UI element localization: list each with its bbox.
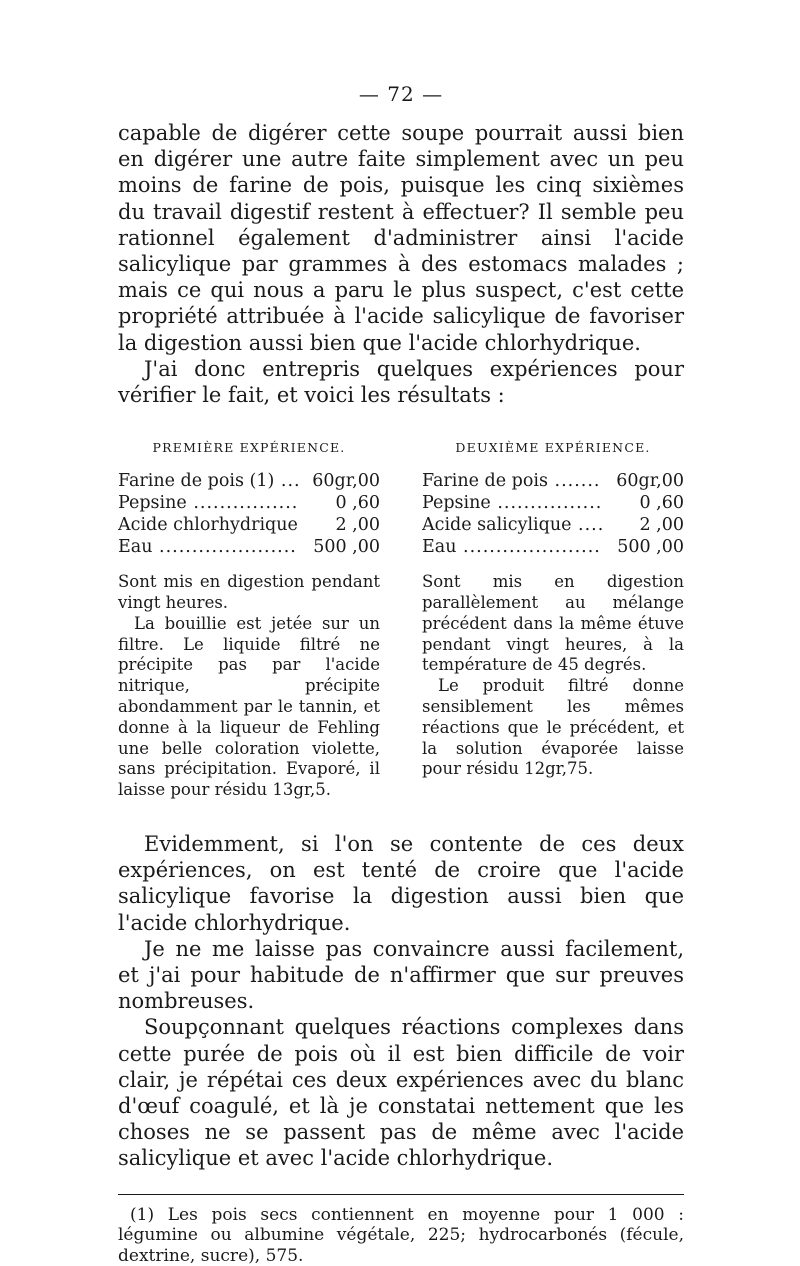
experiment-text: Sont mis en digestion pendant vingt heures. (118, 572, 380, 613)
paragraph-conclusion: Je ne me laisse pas convaincre aussi facilement, et j'ai pour habitude de n'affirmer que sur preuves nombreuses. (118, 936, 684, 1014)
recipe-line (118, 492, 380, 514)
recipe-quantity: 2 ,00 (335, 515, 380, 536)
footnote-divider (118, 1194, 684, 1195)
recipe-quantity: 60gr,00 (616, 471, 684, 492)
page-number: — 72 — (358, 82, 444, 106)
recipe-quantity: 2 ,00 (639, 515, 684, 536)
recipe-line (422, 514, 684, 536)
recipe-line (118, 536, 380, 558)
recipe-ingredient: Eau ..... (422, 536, 602, 558)
experiment-heading: DEUXIÈME EXPÉRIENCE. (455, 440, 651, 456)
paragraph-conclusion: Soupçonnant quelques réactions complexes dans cette purée de pois où il est bien difficile de voir clair, je répétai ces deux expériences avec du blanc d'œuf coagulé, et là je constatai nettement que les choses ne se passent pas de même avec l'acide salicylique et avec l'acide chlorhydrique. (118, 1015, 684, 1171)
recipe-quantity: 0 ,60 (639, 493, 684, 514)
recipe-line (118, 470, 380, 492)
recipe-line (422, 470, 684, 492)
recipe-ingredient: Pepsine ..... (118, 492, 298, 514)
experiment-text: Sont mis en digestion parallèlement au mélange précédent dans la même étuve pendant vingt heures, à la température de 45 degrés. (422, 572, 684, 675)
recipe-line (422, 536, 684, 558)
recipe-quantity: 500 ,00 (617, 537, 684, 558)
footnote: (1) Les pois secs contiennent en moyenne pour 1 000 : légumine ou albumine végétale, 225; hydrocarbonés (fécule, dextrine, sucre), 575. (118, 1204, 684, 1266)
page-body (118, 82, 684, 1266)
conclusion-block (118, 831, 684, 1172)
recipe-ingredient: Farine de pois ..... (422, 470, 602, 492)
paragraph-continuation: capable de digérer cette soupe pourrait aussi bien en digérer une autre faite simplement avec un peu moins de farine de pois, puisque les cinq sixièmes du travail digestif restent à effectuer? Il semble peu rationnel également d'administrer ainsi l'acide salicylique par grammes à des estomacs malades ; mais ce qui nous a paru le plus suspect, c'est cette propriété attribuée à l'acide salicylique de favoriser la digestion aussi bien que l'acide chlorhydrique. (118, 121, 684, 355)
experiment-first (118, 440, 380, 801)
experiment-text: Le produit filtré donne sensiblement les mêmes réactions que le précédent, et la solution évaporée laisse pour résidu 12gr,75. (422, 676, 684, 779)
recipe-line (422, 492, 684, 514)
recipe-ingredient: Acide chlorhydrique ..... (118, 514, 298, 536)
recipe-ingredient: Eau ..... (118, 536, 298, 558)
recipe-line (118, 514, 380, 536)
recipe-quantity: 60gr,00 (312, 471, 380, 492)
recipe-ingredient: Farine de pois (1) ..... (118, 470, 298, 492)
experiment-heading: PREMIÈRE EXPÉRIENCE. (152, 440, 346, 456)
paragraph-intro-experiments: J'ai donc entrepris quelques expériences pour vérifier le fait, et voici les résultats : (118, 356, 684, 408)
recipe-list (118, 470, 380, 558)
recipe-ingredient: Acide salicylique ..... (422, 514, 602, 536)
experiment-second (422, 440, 684, 801)
recipe-quantity: 0 ,60 (335, 493, 380, 514)
experiments-columns (118, 440, 684, 801)
paragraph-conclusion: Evidemment, si l'on se contente de ces deux expériences, on est tenté de croire que l'acide salicylique favorise la digestion aussi bien que l'acide chlorhydrique. (118, 832, 684, 935)
recipe-ingredient: Pepsine ..... (422, 492, 602, 514)
experiment-text: La bouillie est jetée sur un filtre. Le liquide filtré ne précipite pas par l'acide nitrique, précipite abondamment par le tannin, et donne à la liqueur de Fehling une belle coloration violette, sans précipitation. Evaporé, il laisse pour résidu 13gr,5. (118, 613, 380, 800)
recipe-list (422, 470, 684, 558)
recipe-quantity: 500 ,00 (313, 537, 380, 558)
